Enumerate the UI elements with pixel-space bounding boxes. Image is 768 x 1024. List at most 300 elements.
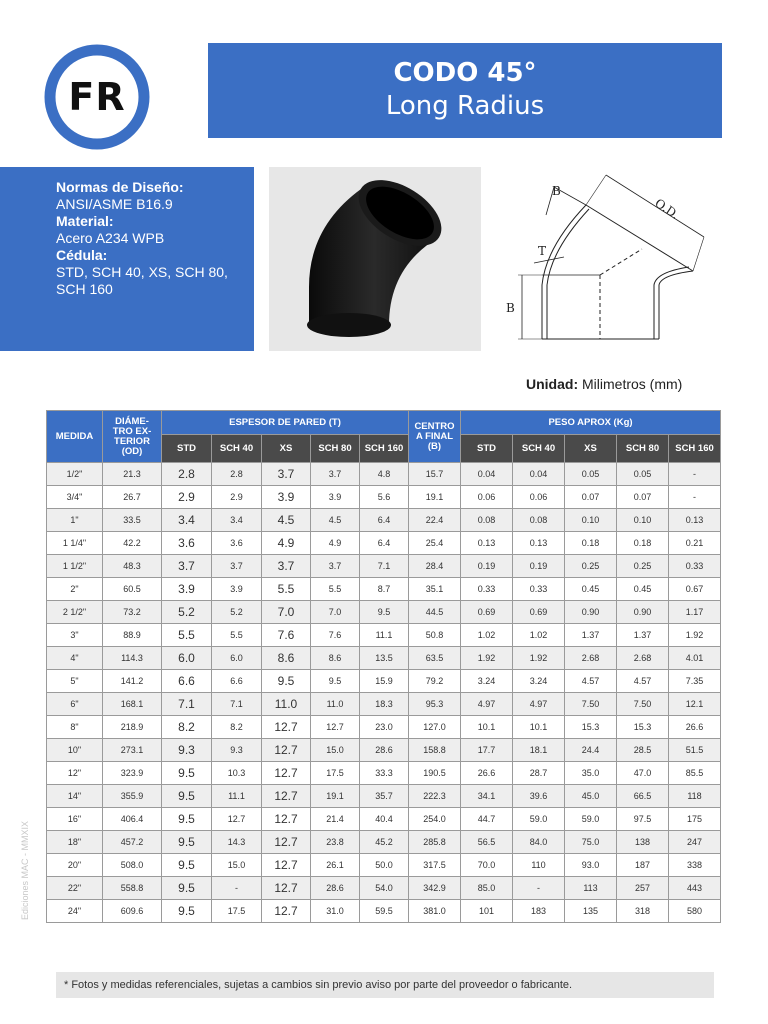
table-cell: 4.01 xyxy=(669,647,721,670)
table-cell: 9.5 xyxy=(311,670,360,693)
table-cell: 23.8 xyxy=(311,831,360,854)
table-cell: 342.9 xyxy=(409,877,461,900)
table-cell: 50.0 xyxy=(360,854,409,877)
table-cell: 7.6 xyxy=(311,624,360,647)
header-od: DIÁME-TRO EX-TERIOR (OD) xyxy=(103,411,162,463)
table-cell: 12.7 xyxy=(262,900,311,923)
table-cell: 3.9 xyxy=(262,486,311,509)
table-cell: 25.4 xyxy=(409,532,461,555)
table-cell: 6.4 xyxy=(360,509,409,532)
table-cell: 56.5 xyxy=(461,831,513,854)
table-cell: 12.7 xyxy=(212,808,262,831)
table-cell: 13.5 xyxy=(360,647,409,670)
page-title: CODO 45° xyxy=(393,58,537,88)
schedule-label: Cédula: xyxy=(56,247,108,263)
table-cell: 15.7 xyxy=(409,463,461,486)
table-cell: 1.92 xyxy=(461,647,513,670)
table-cell: 88.9 xyxy=(103,624,162,647)
table-cell: 17.7 xyxy=(461,739,513,762)
table-cell: 101 xyxy=(461,900,513,923)
table-cell: 12.7 xyxy=(311,716,360,739)
table-cell: 1 1/4" xyxy=(47,532,103,555)
table-cell: 5.5 xyxy=(212,624,262,647)
table-cell: 0.33 xyxy=(513,578,565,601)
table-cell: 0.06 xyxy=(461,486,513,509)
table-cell: 9.5 xyxy=(162,877,212,900)
table-cell: 26.7 xyxy=(103,486,162,509)
table-cell: 15.0 xyxy=(311,739,360,762)
table-row xyxy=(47,555,721,578)
table-cell: 11.1 xyxy=(360,624,409,647)
table-cell: 12.7 xyxy=(262,739,311,762)
table-cell: 59.0 xyxy=(513,808,565,831)
table-cell: 45.0 xyxy=(565,785,617,808)
table-cell: 6.6 xyxy=(212,670,262,693)
table-cell: 21.3 xyxy=(103,463,162,486)
subheader-peso-sch-40: SCH 40 xyxy=(513,435,565,463)
table-cell: 8.7 xyxy=(360,578,409,601)
table-cell: 12.7 xyxy=(262,877,311,900)
table-cell: 0.33 xyxy=(461,578,513,601)
table-cell: 79.2 xyxy=(409,670,461,693)
table-cell: 338 xyxy=(669,854,721,877)
watermark: Ediciones MAC - MMXIX xyxy=(20,820,30,920)
header-medida: MEDIDA xyxy=(47,411,103,463)
schedule-value: STD, SCH 40, XS, SCH 80, SCH 160 xyxy=(56,264,228,297)
table-cell: 24" xyxy=(47,900,103,923)
table-cell: 60.5 xyxy=(103,578,162,601)
table-cell: 5.5 xyxy=(311,578,360,601)
table-cell: 0.67 xyxy=(669,578,721,601)
table-cell: 0.69 xyxy=(513,601,565,624)
table-cell: 4" xyxy=(47,647,103,670)
table-cell: 3.7 xyxy=(212,555,262,578)
table-cell: 8.6 xyxy=(262,647,311,670)
table-cell: 7.0 xyxy=(262,601,311,624)
table-cell: 285.8 xyxy=(409,831,461,854)
table-cell: 381.0 xyxy=(409,900,461,923)
table-cell: 59.0 xyxy=(565,808,617,831)
table-cell: 9.3 xyxy=(162,739,212,762)
table-cell: 3" xyxy=(47,624,103,647)
table-cell: 93.0 xyxy=(565,854,617,877)
table-cell: 28.4 xyxy=(409,555,461,578)
table-cell: 0.18 xyxy=(617,532,669,555)
table-row xyxy=(47,739,721,762)
table-cell: 1.37 xyxy=(565,624,617,647)
table-cell: 2.68 xyxy=(617,647,669,670)
table-cell: 97.5 xyxy=(617,808,669,831)
table-cell: 28.6 xyxy=(360,739,409,762)
table-cell: 42.2 xyxy=(103,532,162,555)
table-cell: 5.2 xyxy=(162,601,212,624)
table-cell: 18.1 xyxy=(513,739,565,762)
table-cell: 0.10 xyxy=(565,509,617,532)
table-cell: 7.1 xyxy=(162,693,212,716)
table-cell: 1/2" xyxy=(47,463,103,486)
table-cell: 4.57 xyxy=(565,670,617,693)
table-cell: 6.0 xyxy=(212,647,262,670)
table-cell: 7.6 xyxy=(262,624,311,647)
table-cell: 183 xyxy=(513,900,565,923)
table-cell: 16" xyxy=(47,808,103,831)
table-cell: 5" xyxy=(47,670,103,693)
diagram-label-b-left: B xyxy=(506,301,515,315)
table-cell: - xyxy=(669,463,721,486)
table-cell: 8.6 xyxy=(311,647,360,670)
table-cell: 51.5 xyxy=(669,739,721,762)
table-cell: 17.5 xyxy=(212,900,262,923)
table-cell: 4.57 xyxy=(617,670,669,693)
table-cell: 2.8 xyxy=(212,463,262,486)
table-cell: 5.6 xyxy=(360,486,409,509)
table-row xyxy=(47,900,721,923)
table-cell: 7.1 xyxy=(360,555,409,578)
table-cell: 21.4 xyxy=(311,808,360,831)
table-cell: 95.3 xyxy=(409,693,461,716)
material-value: Acero A234 WPB xyxy=(56,230,165,246)
table-cell: 6.4 xyxy=(360,532,409,555)
diagram-label-b-top: B xyxy=(552,184,561,198)
subheader-espesor-std: STD xyxy=(162,435,212,463)
table-cell: 7.50 xyxy=(565,693,617,716)
table-row xyxy=(47,808,721,831)
table-row xyxy=(47,831,721,854)
table-cell: 1.02 xyxy=(513,624,565,647)
table-cell: 318 xyxy=(617,900,669,923)
table-cell: 2.68 xyxy=(565,647,617,670)
table-cell: 4.97 xyxy=(513,693,565,716)
table-cell: 14" xyxy=(47,785,103,808)
table-cell: 0.08 xyxy=(513,509,565,532)
table-cell: 7.0 xyxy=(311,601,360,624)
table-cell: 0.07 xyxy=(617,486,669,509)
footnote: * Fotos y medidas referenciales, sujetas a cambios sin previo aviso por parte del proveedor o fabricante. xyxy=(56,972,714,998)
table-cell: 10.1 xyxy=(461,716,513,739)
table-cell: 317.5 xyxy=(409,854,461,877)
table-cell: 9.5 xyxy=(162,900,212,923)
table-cell: - xyxy=(669,486,721,509)
table-cell: 2" xyxy=(47,578,103,601)
table-cell: 33.5 xyxy=(103,509,162,532)
table-cell: 6.6 xyxy=(162,670,212,693)
table-cell: 4.5 xyxy=(311,509,360,532)
subheader-espesor-sch-40: SCH 40 xyxy=(212,435,262,463)
table-cell: 5.2 xyxy=(212,601,262,624)
table-cell: 47.0 xyxy=(617,762,669,785)
table-cell: 3.24 xyxy=(513,670,565,693)
table-cell: 48.3 xyxy=(103,555,162,578)
table-cell: 31.0 xyxy=(311,900,360,923)
table-cell: 12.7 xyxy=(262,808,311,831)
table-cell: 70.0 xyxy=(461,854,513,877)
elbow-diagram xyxy=(494,167,734,357)
table-cell: 2 1/2" xyxy=(47,601,103,624)
table-cell: 0.19 xyxy=(513,555,565,578)
table-cell: 75.0 xyxy=(565,831,617,854)
table-cell: 4.9 xyxy=(262,532,311,555)
table-cell: 8" xyxy=(47,716,103,739)
table-row xyxy=(47,624,721,647)
table-cell: 0.04 xyxy=(461,463,513,486)
table-cell: 218.9 xyxy=(103,716,162,739)
table-cell: 35.7 xyxy=(360,785,409,808)
logo-text: FR xyxy=(68,75,126,119)
table-cell: 1.02 xyxy=(461,624,513,647)
table-cell: 247 xyxy=(669,831,721,854)
table-cell: 35.0 xyxy=(565,762,617,785)
table-cell: 45.2 xyxy=(360,831,409,854)
table-row xyxy=(47,509,721,532)
table-cell: 28.5 xyxy=(617,739,669,762)
table-cell: 12" xyxy=(47,762,103,785)
table-cell: 4.97 xyxy=(461,693,513,716)
table-cell: 3.4 xyxy=(162,509,212,532)
table-cell: 50.8 xyxy=(409,624,461,647)
table-row xyxy=(47,578,721,601)
table-cell: 4.5 xyxy=(262,509,311,532)
table-cell: 113 xyxy=(565,877,617,900)
table-row xyxy=(47,601,721,624)
table-cell: 3.4 xyxy=(212,509,262,532)
table-cell: 141.2 xyxy=(103,670,162,693)
table-cell: 1.17 xyxy=(669,601,721,624)
table-cell: 9.3 xyxy=(212,739,262,762)
table-row xyxy=(47,877,721,900)
table-cell: 11.1 xyxy=(212,785,262,808)
table-cell: 26.1 xyxy=(311,854,360,877)
table-cell: 0.05 xyxy=(565,463,617,486)
table-cell: 0.90 xyxy=(565,601,617,624)
table-cell: 0.90 xyxy=(617,601,669,624)
table-cell: 39.6 xyxy=(513,785,565,808)
table-cell: 1.37 xyxy=(617,624,669,647)
header-espesor: ESPESOR DE PARED (T) xyxy=(162,411,409,435)
table-row xyxy=(47,716,721,739)
table-row xyxy=(47,693,721,716)
table-cell: 443 xyxy=(669,877,721,900)
table-cell: 28.7 xyxy=(513,762,565,785)
table-cell: 3/4" xyxy=(47,486,103,509)
table-cell: 12.7 xyxy=(262,716,311,739)
table-cell: 0.25 xyxy=(617,555,669,578)
table-cell: 1" xyxy=(47,509,103,532)
header-peso: PESO APROX (Kg) xyxy=(461,411,721,435)
table-cell: 18.3 xyxy=(360,693,409,716)
table-cell: 0.08 xyxy=(461,509,513,532)
table-row xyxy=(47,762,721,785)
table-cell: 168.1 xyxy=(103,693,162,716)
table-cell: 9.5 xyxy=(162,831,212,854)
table-cell: 85.0 xyxy=(461,877,513,900)
unit-value: Milimetros (mm) xyxy=(582,376,683,392)
table-cell: 273.1 xyxy=(103,739,162,762)
table-cell: 9.5 xyxy=(162,854,212,877)
table-cell: 323.9 xyxy=(103,762,162,785)
table-cell: 0.33 xyxy=(669,555,721,578)
table-cell: 7.35 xyxy=(669,670,721,693)
table-cell: 34.1 xyxy=(461,785,513,808)
table-cell: 222.3 xyxy=(409,785,461,808)
table-cell: 406.4 xyxy=(103,808,162,831)
subheader-espesor-sch-160: SCH 160 xyxy=(360,435,409,463)
table-cell: 5.5 xyxy=(262,578,311,601)
unit-line xyxy=(526,376,682,392)
table-cell: 3.7 xyxy=(262,463,311,486)
table-cell: 22.4 xyxy=(409,509,461,532)
table-cell: 63.5 xyxy=(409,647,461,670)
table-cell: 3.7 xyxy=(311,555,360,578)
table-cell: 84.0 xyxy=(513,831,565,854)
table-cell: 609.6 xyxy=(103,900,162,923)
subheader-peso-sch-80: SCH 80 xyxy=(617,435,669,463)
table-cell: 28.6 xyxy=(311,877,360,900)
diagram-label-od: O.D. xyxy=(652,195,682,223)
subheader-peso-std: STD xyxy=(461,435,513,463)
table-cell: 580 xyxy=(669,900,721,923)
table-cell: 19.1 xyxy=(311,785,360,808)
table-cell: 0.45 xyxy=(565,578,617,601)
subheader-espesor-xs: XS xyxy=(262,435,311,463)
table-cell: 3.6 xyxy=(162,532,212,555)
table-cell: 12.1 xyxy=(669,693,721,716)
table-cell: - xyxy=(513,877,565,900)
table-cell: 187 xyxy=(617,854,669,877)
table-cell: 19.1 xyxy=(409,486,461,509)
table-cell: 9.5 xyxy=(162,785,212,808)
table-cell: 1.92 xyxy=(669,624,721,647)
table-row xyxy=(47,670,721,693)
table-row xyxy=(47,532,721,555)
design-label: Normas de Diseño: xyxy=(56,179,184,195)
table-cell: 0.13 xyxy=(669,509,721,532)
table-cell: 2.9 xyxy=(212,486,262,509)
table-cell: 0.04 xyxy=(513,463,565,486)
table-cell: 14.3 xyxy=(212,831,262,854)
table-cell: 12.7 xyxy=(262,785,311,808)
table-cell: 24.4 xyxy=(565,739,617,762)
table-cell: 8.2 xyxy=(212,716,262,739)
table-row xyxy=(47,785,721,808)
table-cell: 11.0 xyxy=(262,693,311,716)
table-cell: 1.92 xyxy=(513,647,565,670)
table-cell: 355.9 xyxy=(103,785,162,808)
table-cell: 138 xyxy=(617,831,669,854)
table-cell: 254.0 xyxy=(409,808,461,831)
subheader-peso-sch-160: SCH 160 xyxy=(669,435,721,463)
table-cell: 7.50 xyxy=(617,693,669,716)
table-cell: 40.4 xyxy=(360,808,409,831)
table-cell: 0.07 xyxy=(565,486,617,509)
title-banner xyxy=(208,43,722,138)
table-cell: 558.8 xyxy=(103,877,162,900)
page-subtitle: Long Radius xyxy=(385,91,545,121)
table-cell: 457.2 xyxy=(103,831,162,854)
table-cell: 12.7 xyxy=(262,831,311,854)
table-cell: 3.24 xyxy=(461,670,513,693)
table-cell: 23.0 xyxy=(360,716,409,739)
table-cell: 9.5 xyxy=(162,762,212,785)
table-cell: 44.7 xyxy=(461,808,513,831)
table-cell: 22" xyxy=(47,877,103,900)
table-cell: 0.19 xyxy=(461,555,513,578)
table-cell: 0.13 xyxy=(513,532,565,555)
table-cell: 85.5 xyxy=(669,762,721,785)
table-cell: 0.69 xyxy=(461,601,513,624)
table-cell: 59.5 xyxy=(360,900,409,923)
design-value: ANSI/ASME B16.9 xyxy=(56,196,173,212)
table-cell: 114.3 xyxy=(103,647,162,670)
table-cell: 73.2 xyxy=(103,601,162,624)
table-cell: 3.9 xyxy=(311,486,360,509)
table-cell: 26.6 xyxy=(669,716,721,739)
table-cell: 175 xyxy=(669,808,721,831)
subheader-espesor-sch-80: SCH 80 xyxy=(311,435,360,463)
diagram-label-t: T xyxy=(538,244,547,258)
table-cell: 135 xyxy=(565,900,617,923)
table-cell: 15.3 xyxy=(565,716,617,739)
company-logo xyxy=(44,44,150,150)
table-cell: 10" xyxy=(47,739,103,762)
table-cell: 118 xyxy=(669,785,721,808)
table-cell: 3.7 xyxy=(162,555,212,578)
table-cell: 3.6 xyxy=(212,532,262,555)
table-cell: 9.5 xyxy=(360,601,409,624)
table-cell: 35.1 xyxy=(409,578,461,601)
table-cell: 6" xyxy=(47,693,103,716)
table-cell: 6.0 xyxy=(162,647,212,670)
table-row xyxy=(47,486,721,509)
table-cell: 15.3 xyxy=(617,716,669,739)
table-cell: 0.05 xyxy=(617,463,669,486)
table-row xyxy=(47,647,721,670)
material-label: Material: xyxy=(56,213,114,229)
table-cell: 8.2 xyxy=(162,716,212,739)
table-cell: 0.10 xyxy=(617,509,669,532)
table-cell: 4.9 xyxy=(311,532,360,555)
header-centro: CENTRO A FINAL (B) xyxy=(409,411,461,463)
table-cell: 3.9 xyxy=(212,578,262,601)
table-cell: 12.7 xyxy=(262,762,311,785)
product-photo xyxy=(269,167,481,351)
table-cell: 54.0 xyxy=(360,877,409,900)
table-cell: 2.9 xyxy=(162,486,212,509)
table-cell: 158.8 xyxy=(409,739,461,762)
table-cell: 33.3 xyxy=(360,762,409,785)
table-cell: 0.45 xyxy=(617,578,669,601)
table-cell: 0.06 xyxy=(513,486,565,509)
table-cell: 1 1/2" xyxy=(47,555,103,578)
table-row xyxy=(47,854,721,877)
table-cell: 15.9 xyxy=(360,670,409,693)
table-cell: 4.8 xyxy=(360,463,409,486)
table-cell: 257 xyxy=(617,877,669,900)
table-cell: 0.18 xyxy=(565,532,617,555)
table-cell: 110 xyxy=(513,854,565,877)
table-cell: 15.0 xyxy=(212,854,262,877)
table-cell: 18" xyxy=(47,831,103,854)
table-cell: 26.6 xyxy=(461,762,513,785)
table-cell: 9.5 xyxy=(162,808,212,831)
table-cell: 5.5 xyxy=(162,624,212,647)
table-cell: 20" xyxy=(47,854,103,877)
table-cell: 11.0 xyxy=(311,693,360,716)
table-cell: 0.13 xyxy=(461,532,513,555)
table-cell: 10.3 xyxy=(212,762,262,785)
subheader-peso-xs: XS xyxy=(565,435,617,463)
table-cell: 7.1 xyxy=(212,693,262,716)
table-cell: 10.1 xyxy=(513,716,565,739)
